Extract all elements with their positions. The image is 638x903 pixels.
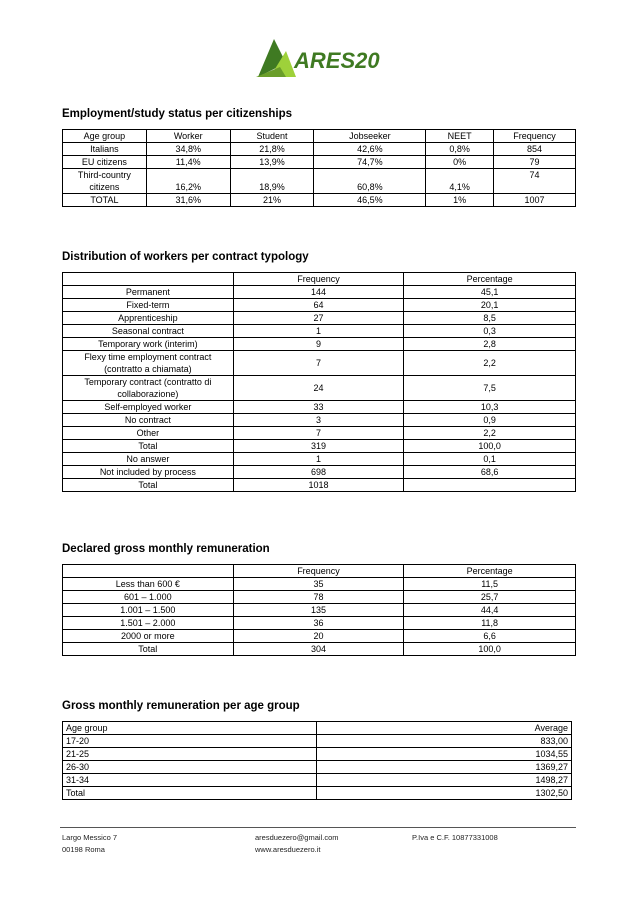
table-cell: 7,5 bbox=[404, 376, 576, 401]
age-remuneration-title: Gross monthly remuneration per age group bbox=[62, 700, 300, 712]
table-cell: 2000 or more bbox=[63, 630, 234, 643]
table-cell: 6,6 bbox=[404, 630, 576, 643]
table-cell: 7 bbox=[233, 427, 404, 440]
table-cell: 833,00 bbox=[317, 735, 572, 748]
table-cell: 68,6 bbox=[404, 466, 576, 479]
table-cell: No answer bbox=[63, 453, 234, 466]
table-cell: 1018 bbox=[233, 479, 404, 492]
table-cell: Flexy time employment contract (contratto a chiamata) bbox=[63, 351, 234, 376]
table-cell: 26-30 bbox=[63, 761, 317, 774]
table-row bbox=[63, 643, 576, 656]
table-cell: 100,0 bbox=[404, 643, 576, 656]
table-header-cell: Percentage bbox=[404, 565, 576, 578]
table-cell: 46,5% bbox=[314, 194, 426, 207]
table-row bbox=[63, 325, 576, 338]
table-cell: 17-20 bbox=[63, 735, 317, 748]
table-cell: 21-25 bbox=[63, 748, 317, 761]
table-header-cell: Frequency bbox=[494, 130, 576, 143]
table-row bbox=[63, 143, 576, 156]
table-cell: Apprenticeship bbox=[63, 312, 234, 325]
table-cell: 21% bbox=[230, 194, 314, 207]
table-cell: 13,9% bbox=[230, 156, 314, 169]
table-cell: 9 bbox=[233, 338, 404, 351]
table-row bbox=[63, 761, 572, 774]
table-row bbox=[63, 414, 576, 427]
table-header-cell bbox=[63, 565, 234, 578]
table-cell: 144 bbox=[233, 286, 404, 299]
table-cell: Total bbox=[63, 440, 234, 453]
table-cell: 20,1 bbox=[404, 299, 576, 312]
table-row bbox=[63, 156, 576, 169]
table-row bbox=[63, 376, 576, 401]
table-cell: 1007 bbox=[494, 194, 576, 207]
footer-address-line1: Largo Messico 7 bbox=[62, 833, 118, 842]
table-header-row bbox=[63, 273, 576, 286]
table-cell: 60,8% bbox=[314, 169, 426, 194]
footer-contacts bbox=[255, 832, 338, 856]
table-cell: Total bbox=[63, 643, 234, 656]
table-cell: Italians bbox=[63, 143, 147, 156]
logo-text: ARES20 bbox=[294, 48, 380, 73]
table-cell: 319 bbox=[233, 440, 404, 453]
table-row bbox=[63, 630, 576, 643]
table-cell: Seasonal contract bbox=[63, 325, 234, 338]
table-header-row bbox=[63, 722, 572, 735]
table-cell: EU citizens bbox=[63, 156, 147, 169]
table-cell: 1369,27 bbox=[317, 761, 572, 774]
remuneration-table bbox=[62, 564, 576, 656]
table-cell: 1034,55 bbox=[317, 748, 572, 761]
table-header-row bbox=[63, 130, 576, 143]
employment-table bbox=[62, 129, 576, 207]
table-row bbox=[63, 578, 576, 591]
employment-title: Employment/study status per citizenships bbox=[62, 108, 293, 120]
table-cell: 698 bbox=[233, 466, 404, 479]
table-cell: 64 bbox=[233, 299, 404, 312]
table-header-cell: Age group bbox=[63, 130, 147, 143]
table-row bbox=[63, 774, 572, 787]
table-cell: 100,0 bbox=[404, 440, 576, 453]
footer-divider bbox=[60, 827, 576, 828]
ares-triangle-logo-icon bbox=[256, 37, 386, 79]
table-cell: 11,4% bbox=[146, 156, 230, 169]
table-row bbox=[63, 312, 576, 325]
table-row bbox=[63, 617, 576, 630]
table-cell: 25,7 bbox=[404, 591, 576, 604]
table-cell: 16,2% bbox=[146, 169, 230, 194]
table-row bbox=[63, 401, 576, 414]
table-cell: 33 bbox=[233, 401, 404, 414]
table-row bbox=[63, 787, 572, 800]
table-cell: 36 bbox=[233, 617, 404, 630]
table-cell: 8,5 bbox=[404, 312, 576, 325]
table-cell: 1.501 – 2.000 bbox=[63, 617, 234, 630]
table-cell: 0,3 bbox=[404, 325, 576, 338]
table-row bbox=[63, 604, 576, 617]
table-cell: Permanent bbox=[63, 286, 234, 299]
table-cell: 0,1 bbox=[404, 453, 576, 466]
table-cell: 3 bbox=[233, 414, 404, 427]
table-cell: 11,8 bbox=[404, 617, 576, 630]
table-cell: TOTAL bbox=[63, 194, 147, 207]
table-cell: 2,8 bbox=[404, 338, 576, 351]
table-header-cell: Student bbox=[230, 130, 314, 143]
table-header-cell: Frequency bbox=[233, 565, 404, 578]
table-cell: Total bbox=[63, 787, 317, 800]
table-row bbox=[63, 194, 576, 207]
table-row bbox=[63, 748, 572, 761]
table-cell: 44,4 bbox=[404, 604, 576, 617]
table-row bbox=[63, 591, 576, 604]
table-cell: 31-34 bbox=[63, 774, 317, 787]
table-cell: Temporary work (interim) bbox=[63, 338, 234, 351]
table-header-cell: NEET bbox=[426, 130, 494, 143]
table-cell: 1498,27 bbox=[317, 774, 572, 787]
table-cell: Self-employed worker bbox=[63, 401, 234, 414]
table-cell: 74,7% bbox=[314, 156, 426, 169]
table-cell: 11,5 bbox=[404, 578, 576, 591]
table-cell: 0,8% bbox=[426, 143, 494, 156]
table-cell: 21,8% bbox=[230, 143, 314, 156]
table-row bbox=[63, 479, 576, 492]
table-header-cell: Percentage bbox=[404, 273, 576, 286]
table-cell: 34,8% bbox=[146, 143, 230, 156]
age-remuneration-table bbox=[62, 721, 572, 800]
table-row bbox=[63, 351, 576, 376]
table-cell: 0,9 bbox=[404, 414, 576, 427]
table-cell: 42,6% bbox=[314, 143, 426, 156]
footer-vat: P.Iva e C.F. 10877331008 bbox=[412, 833, 498, 842]
table-cell: 2,2 bbox=[404, 427, 576, 440]
footer-website[interactable]: www.aresduezero.it bbox=[255, 845, 321, 854]
table-header-cell: Average bbox=[317, 722, 572, 735]
table-row bbox=[63, 338, 576, 351]
contracts-title: Distribution of workers per contract typology bbox=[62, 251, 309, 263]
table-cell: 1302,50 bbox=[317, 787, 572, 800]
table-cell: Fixed-term bbox=[63, 299, 234, 312]
ares20-logo bbox=[256, 37, 386, 79]
table-cell: 7 bbox=[233, 351, 404, 376]
footer-address-line2: 00198 Roma bbox=[62, 845, 105, 854]
table-row bbox=[63, 427, 576, 440]
table-cell: 18,9% bbox=[230, 169, 314, 194]
table-cell: Other bbox=[63, 427, 234, 440]
table-cell: 304 bbox=[233, 643, 404, 656]
table-cell: 1 bbox=[233, 453, 404, 466]
table-row bbox=[63, 286, 576, 299]
table-cell: 10,3 bbox=[404, 401, 576, 414]
table-cell: 2,2 bbox=[404, 351, 576, 376]
table-header-row bbox=[63, 565, 576, 578]
table-row bbox=[63, 735, 572, 748]
table-cell: 135 bbox=[233, 604, 404, 617]
table-cell: 35 bbox=[233, 578, 404, 591]
table-header-cell: Jobseeker bbox=[314, 130, 426, 143]
table-header-cell: Age group bbox=[63, 722, 317, 735]
table-cell: 74 bbox=[494, 169, 576, 194]
table-cell: Temporary contract (contratto di collaborazione) bbox=[63, 376, 234, 401]
table-header-cell: Worker bbox=[146, 130, 230, 143]
table-cell: Not included by process bbox=[63, 466, 234, 479]
table-row bbox=[63, 453, 576, 466]
footer-email[interactable]: aresduezero@gmail.com bbox=[255, 833, 339, 842]
table-cell: No contract bbox=[63, 414, 234, 427]
table-cell: 78 bbox=[233, 591, 404, 604]
table-cell: 1% bbox=[426, 194, 494, 207]
table-cell: 45,1 bbox=[404, 286, 576, 299]
table-cell: 601 – 1.000 bbox=[63, 591, 234, 604]
table-cell: Total bbox=[63, 479, 234, 492]
table-cell: 27 bbox=[233, 312, 404, 325]
table-row bbox=[63, 299, 576, 312]
table-row bbox=[63, 169, 576, 194]
table-row bbox=[63, 466, 576, 479]
table-cell: 1.001 – 1.500 bbox=[63, 604, 234, 617]
table-cell: Less than 600 € bbox=[63, 578, 234, 591]
table-header-cell bbox=[63, 273, 234, 286]
table-cell: 31,6% bbox=[146, 194, 230, 207]
table-cell: 24 bbox=[233, 376, 404, 401]
table-cell: 4,1% bbox=[426, 169, 494, 194]
footer-address bbox=[62, 832, 117, 856]
table-row bbox=[63, 440, 576, 453]
table-cell: 0% bbox=[426, 156, 494, 169]
remuneration-title: Declared gross monthly remuneration bbox=[62, 543, 270, 555]
table-cell: Third-country citizens bbox=[63, 169, 147, 194]
table-cell: 20 bbox=[233, 630, 404, 643]
table-cell: 79 bbox=[494, 156, 576, 169]
contracts-table bbox=[62, 272, 576, 492]
table-header-cell: Frequency bbox=[233, 273, 404, 286]
table-cell: 854 bbox=[494, 143, 576, 156]
table-cell: 1 bbox=[233, 325, 404, 338]
table-cell bbox=[404, 479, 576, 492]
